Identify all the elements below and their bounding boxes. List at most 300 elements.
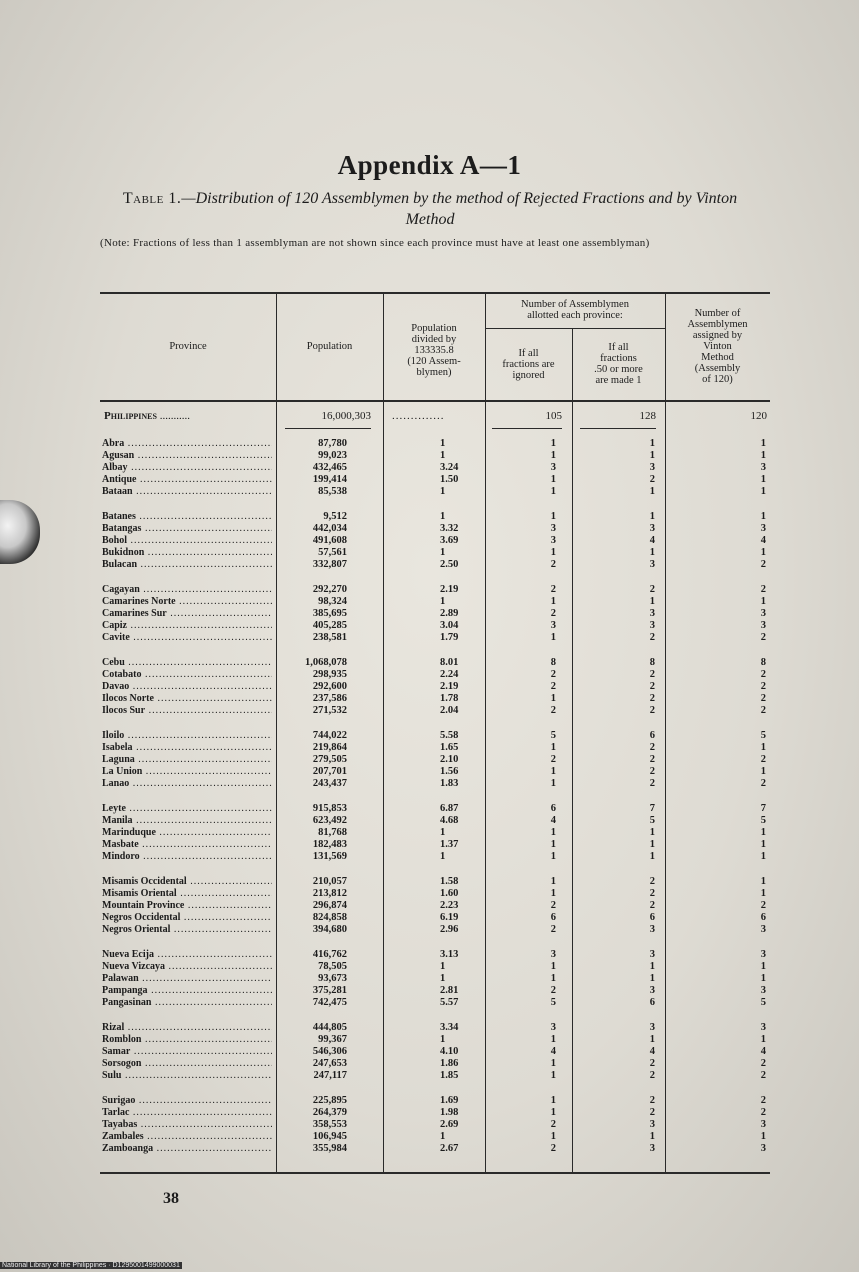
vinton-value: 2: [760, 681, 766, 692]
province-column: [102, 438, 272, 1168]
vinton-value: 4: [760, 535, 766, 546]
vinton-value: 2: [760, 559, 766, 570]
vinton-value: 1: [760, 851, 766, 862]
ignored-value: 2: [550, 754, 556, 765]
vinton-value: 1: [760, 961, 766, 972]
ignored-value: 1: [550, 851, 556, 862]
row-group: [492, 657, 556, 717]
population-value: 1,068,078: [305, 657, 347, 668]
vinton-value: 3: [760, 1022, 766, 1033]
divided-value: 6.87: [440, 803, 459, 814]
row-group: [492, 803, 556, 863]
row-group: [492, 876, 556, 936]
table-note: (Note: Fractions of less than 1 assemblyman are not shown since each province must have at least one assemblyman): [100, 237, 650, 249]
ignored-value: 1: [550, 596, 556, 607]
row-group: [580, 438, 655, 498]
vinton-value: 1: [760, 876, 766, 887]
vinton-value: 1: [760, 1131, 766, 1142]
ignored-value: 1: [550, 632, 556, 643]
made-one-value: 3: [649, 1119, 655, 1130]
population-value: 225,895: [312, 1095, 347, 1106]
divided-value: 1: [440, 827, 446, 838]
divided-value: 3.69: [440, 535, 459, 546]
population-value: 98,324: [318, 596, 347, 607]
made-one-value: 1: [649, 596, 655, 607]
ignored-value: 6: [550, 912, 556, 923]
province-name: Bataan .....: [102, 486, 272, 498]
total-row-population: 16,000,303: [321, 410, 371, 422]
row-group: [102, 511, 272, 571]
province-name: Zamboanga .....: [102, 1143, 272, 1155]
made-one-value: 2: [649, 632, 655, 643]
province-name: Romblon .....: [102, 1034, 272, 1046]
population-value: 85,538: [318, 486, 347, 497]
province-name: Nueva Ecija .....: [102, 949, 272, 961]
population-value: 442,034: [312, 523, 347, 534]
row-group: [285, 803, 347, 863]
divided-value: 6.19: [440, 912, 459, 923]
ignored-column: [492, 438, 556, 1168]
row-group: [675, 511, 766, 571]
divided-value: 1.83: [440, 778, 459, 789]
row-group: [580, 1022, 655, 1082]
province-name: Agusan .....: [102, 450, 272, 462]
population-value: 9,512: [323, 511, 347, 522]
row-group: [492, 438, 556, 498]
population-value: 93,673: [318, 973, 347, 984]
divided-value: 2.81: [440, 985, 459, 996]
row-group: [580, 584, 655, 644]
row-group: [285, 876, 347, 936]
province-name: Leyte .....: [102, 803, 272, 815]
made-one-value: 1: [649, 827, 655, 838]
row-group: [675, 657, 766, 717]
made-one-value: 1: [649, 486, 655, 497]
divided-value: 2.67: [440, 1143, 459, 1154]
divided-value: 3.32: [440, 523, 459, 534]
divided-value: 1.60: [440, 888, 459, 899]
made-one-value: 2: [649, 900, 655, 911]
divided-value: 2.19: [440, 681, 459, 692]
province-name: Pampanga .....: [102, 985, 272, 997]
row-group: [440, 584, 480, 644]
population-value: 99,367: [318, 1034, 347, 1045]
vinton-value: 2: [760, 900, 766, 911]
made-one-value: 1: [649, 547, 655, 558]
vinton-value: 1: [760, 486, 766, 497]
population-value: 432,465: [312, 462, 347, 473]
ignored-value: 2: [550, 608, 556, 619]
ignored-value: 1: [550, 511, 556, 522]
province-name: La Union .....: [102, 766, 272, 778]
page-number: 38: [163, 1190, 179, 1207]
row-group: [285, 438, 347, 498]
population-value: 385,695: [312, 608, 347, 619]
province-name: Misamis Oriental .....: [102, 888, 272, 900]
vinton-value: 2: [760, 693, 766, 704]
population-value: 57,561: [318, 547, 347, 558]
archive-footer: National Library of the Philippines · D1295001499000031: [2, 1262, 180, 1269]
row-group: [440, 803, 480, 863]
made-one-value: 1: [649, 851, 655, 862]
made-one-value: 3: [649, 924, 655, 935]
vinton-value: 3: [760, 523, 766, 534]
divided-value: 1.56: [440, 766, 459, 777]
ignored-value: 6: [550, 803, 556, 814]
made-one-value: 2: [649, 1095, 655, 1106]
table-title: —Distribution of 120 Assemblymen by the method of Rejected Fractions and by Vinton Method: [181, 190, 738, 228]
row-group: [440, 511, 480, 571]
made-one-value: 3: [649, 608, 655, 619]
province-name: Camarines Sur .....: [102, 608, 272, 620]
province-name: Bohol .....: [102, 535, 272, 547]
province-name: Tarlac .....: [102, 1107, 272, 1119]
population-value: 292,600: [312, 681, 347, 692]
row-group: [580, 657, 655, 717]
province-name: Lanao .....: [102, 778, 272, 790]
vinton-value: 5: [760, 815, 766, 826]
ignored-value: 3: [550, 620, 556, 631]
province-name: Ilocos Sur .....: [102, 705, 272, 717]
made-one-column: [580, 438, 655, 1168]
row-group: [285, 1095, 347, 1155]
ignored-value: 3: [550, 1022, 556, 1033]
ignored-value: 8: [550, 657, 556, 668]
row-group: [492, 584, 556, 644]
province-name: Mindoro .....: [102, 851, 272, 863]
vinton-value: 1: [760, 1034, 766, 1045]
divided-value: 1: [440, 596, 446, 607]
vinton-value: 1: [760, 973, 766, 984]
vinton-value: 3: [760, 462, 766, 473]
vinton-value: 3: [760, 985, 766, 996]
province-name: Antique .....: [102, 474, 272, 486]
made-one-value: 6: [649, 997, 655, 1008]
row-group: [285, 584, 347, 644]
ignored-value: 1: [550, 961, 556, 972]
vinton-value: 2: [760, 669, 766, 680]
made-one-value: 2: [649, 742, 655, 753]
province-name: Bulacan .....: [102, 559, 272, 571]
paper-clip: [0, 500, 40, 564]
province-name: Surigao .....: [102, 1095, 272, 1107]
ignored-value: 2: [550, 900, 556, 911]
row-group: [285, 949, 347, 1009]
divided-value: 1: [440, 450, 446, 461]
header-population-divided: Population divided by 133335.8 (120 Assem- blymen): [407, 322, 461, 378]
vinton-value: 3: [760, 949, 766, 960]
vinton-value: 4: [760, 1046, 766, 1057]
province-name: Samar .....: [102, 1046, 272, 1058]
made-one-value: 2: [649, 1107, 655, 1118]
divided-value: 1: [440, 438, 446, 449]
row-group: [102, 876, 272, 936]
ignored-value: 2: [550, 681, 556, 692]
made-one-value: 3: [649, 949, 655, 960]
made-one-value: 1: [649, 839, 655, 850]
ignored-value: 2: [550, 924, 556, 935]
ignored-value: 1: [550, 1034, 556, 1045]
province-name: Iloilo .....: [102, 730, 272, 742]
made-one-value: 3: [649, 985, 655, 996]
vinton-column: [675, 438, 766, 1168]
population-value: 744,022: [312, 730, 347, 741]
population-value: 247,653: [312, 1058, 347, 1069]
province-name: Tayabas .....: [102, 1119, 272, 1131]
made-one-value: 3: [649, 523, 655, 534]
ignored-value: 1: [550, 474, 556, 485]
divided-value: 1: [440, 511, 446, 522]
ignored-value: 4: [550, 1046, 556, 1057]
population-value: 915,853: [312, 803, 347, 814]
population-value: 358,553: [312, 1119, 347, 1130]
made-one-value: 2: [649, 876, 655, 887]
divided-value: 2.23: [440, 900, 459, 911]
divided-value: 1.58: [440, 876, 459, 887]
divided-value: 2.69: [440, 1119, 459, 1130]
row-group: [492, 730, 556, 790]
divided-value: 3.04: [440, 620, 459, 631]
table-label: Table 1.: [122, 190, 182, 207]
made-one-value: 6: [649, 730, 655, 741]
province-name: Albay .....: [102, 462, 272, 474]
population-value: 405,285: [312, 620, 347, 631]
total-row-made-one: 128: [639, 410, 656, 422]
ignored-value: 1: [550, 693, 556, 704]
row-group: [285, 730, 347, 790]
population-value: 623,492: [312, 815, 347, 826]
divided-value: 2.96: [440, 924, 459, 935]
vinton-value: 1: [760, 766, 766, 777]
made-one-value: 4: [649, 1046, 655, 1057]
ignored-value: 2: [550, 559, 556, 570]
population-value: 444,805: [312, 1022, 347, 1033]
divided-value: 1: [440, 486, 446, 497]
row-group: [440, 949, 480, 1009]
vinton-value: 3: [760, 608, 766, 619]
made-one-value: 6: [649, 912, 655, 923]
made-one-value: 3: [649, 462, 655, 473]
vinton-value: 3: [760, 924, 766, 935]
ignored-value: 3: [550, 523, 556, 534]
vinton-value: 8: [760, 657, 766, 668]
row-group: [675, 438, 766, 498]
divided-value: 1: [440, 851, 446, 862]
province-name: Abra .....: [102, 438, 272, 450]
total-row-divided: ..............: [392, 410, 445, 422]
distribution-table: [100, 292, 770, 1174]
row-group: [440, 730, 480, 790]
population-value: 416,762: [312, 949, 347, 960]
ignored-value: 1: [550, 450, 556, 461]
ignored-value: 3: [550, 462, 556, 473]
population-value: 546,306: [312, 1046, 347, 1057]
row-group: [102, 803, 272, 863]
header-province: Province: [169, 340, 207, 352]
province-name: Sorsogon .....: [102, 1058, 272, 1070]
ignored-value: 2: [550, 985, 556, 996]
vinton-value: 1: [760, 450, 766, 461]
made-one-value: 1: [649, 973, 655, 984]
ignored-value: 1: [550, 766, 556, 777]
divided-value: 2.24: [440, 669, 459, 680]
vinton-value: 5: [760, 730, 766, 741]
population-column: [285, 438, 347, 1168]
divided-value: 1: [440, 973, 446, 984]
vinton-value: 1: [760, 438, 766, 449]
divided-value: 1.69: [440, 1095, 459, 1106]
row-group: [285, 1022, 347, 1082]
province-name: Rizal .....: [102, 1022, 272, 1034]
row-group: [580, 949, 655, 1009]
ignored-value: 5: [550, 997, 556, 1008]
ignored-value: 1: [550, 486, 556, 497]
made-one-value: 1: [649, 450, 655, 461]
population-value: 131,569: [312, 851, 347, 862]
made-one-value: 1: [649, 438, 655, 449]
vinton-value: 2: [760, 584, 766, 595]
appendix-heading: Appendix A—1: [337, 150, 522, 180]
row-group: [492, 1095, 556, 1155]
made-one-value: 5: [649, 815, 655, 826]
vinton-value: 5: [760, 997, 766, 1008]
made-one-value: 1: [649, 511, 655, 522]
ignored-value: 5: [550, 730, 556, 741]
province-name: Cotabato .....: [102, 669, 272, 681]
divided-value: 3.34: [440, 1022, 459, 1033]
vinton-value: 1: [760, 839, 766, 850]
divided-value: 2.89: [440, 608, 459, 619]
ignored-value: 1: [550, 438, 556, 449]
total-row-name: Philippines ...........: [104, 410, 190, 422]
divided-value: 3.13: [440, 949, 459, 960]
row-group: [675, 949, 766, 1009]
header-fractions-ignored: If all fractions are ignored: [502, 347, 555, 381]
divided-value: 2.10: [440, 754, 459, 765]
divided-value: 1.50: [440, 474, 459, 485]
divided-value: 1: [440, 1131, 446, 1142]
made-one-value: 7: [649, 803, 655, 814]
ignored-value: 1: [550, 888, 556, 899]
divided-value: 1: [440, 961, 446, 972]
made-one-value: 3: [649, 1022, 655, 1033]
population-value: 394,680: [312, 924, 347, 935]
divided-value: 4.10: [440, 1046, 459, 1057]
ignored-value: 2: [550, 705, 556, 716]
row-group: [675, 1095, 766, 1155]
divided-value: 1.86: [440, 1058, 459, 1069]
province-name: Davao .....: [102, 681, 272, 693]
row-group: [675, 803, 766, 863]
province-name: Sulu .....: [102, 1070, 272, 1082]
header-population: Population: [306, 340, 353, 352]
population-value: 247,117: [313, 1070, 347, 1081]
row-group: [102, 584, 272, 644]
population-value: 491,608: [312, 535, 347, 546]
population-value: 355,984: [312, 1143, 347, 1154]
ignored-value: 1: [550, 1107, 556, 1118]
province-name: Cagayan .....: [102, 584, 272, 596]
header-allotted-group: Number of Assemblymen allotted each province:: [521, 299, 629, 321]
vinton-value: 1: [760, 474, 766, 485]
vinton-value: 3: [760, 620, 766, 631]
vinton-value: 3: [760, 1119, 766, 1130]
population-value: 271,532: [312, 705, 347, 716]
province-name: Masbate .....: [102, 839, 272, 851]
row-group: [580, 803, 655, 863]
ignored-value: 3: [550, 535, 556, 546]
population-value: 106,945: [312, 1131, 347, 1142]
population-value: 824,858: [312, 912, 347, 923]
province-name: Laguna .....: [102, 754, 272, 766]
province-name: Camarines Norte .....: [102, 596, 272, 608]
made-one-value: 2: [649, 888, 655, 899]
vinton-value: 6: [760, 912, 766, 923]
row-group: [675, 876, 766, 936]
divided-value: 1.79: [440, 632, 459, 643]
divided-value: 8.01: [440, 657, 459, 668]
province-name: Manila .....: [102, 815, 272, 827]
vinton-value: 1: [760, 827, 766, 838]
row-group: [285, 511, 347, 571]
made-one-value: 2: [649, 474, 655, 485]
row-group: [102, 730, 272, 790]
ignored-value: 3: [550, 949, 556, 960]
divided-value: 1.98: [440, 1107, 459, 1118]
header-fractions-made-one: If all fractions .50 or more are made 1: [594, 342, 643, 386]
total-row-ignored: 105: [545, 410, 562, 422]
population-value: 213,812: [312, 888, 347, 899]
made-one-value: 3: [649, 620, 655, 631]
population-value: 78,505: [318, 961, 347, 972]
divided-value: 2.50: [440, 559, 459, 570]
ignored-value: 1: [550, 827, 556, 838]
population-value: 238,581: [312, 632, 347, 643]
population-value: 375,281: [312, 985, 347, 996]
vinton-value: 1: [760, 596, 766, 607]
ignored-value: 1: [550, 839, 556, 850]
row-group: [440, 438, 480, 498]
population-value: 199,414: [312, 474, 347, 485]
row-group: [492, 1022, 556, 1082]
vinton-value: 2: [760, 1107, 766, 1118]
population-value: 298,935: [312, 669, 347, 680]
row-group: [675, 730, 766, 790]
ignored-value: 1: [550, 1095, 556, 1106]
province-name: Isabela .....: [102, 742, 272, 754]
vinton-value: 2: [760, 754, 766, 765]
made-one-value: 2: [649, 1058, 655, 1069]
vinton-value: 1: [760, 547, 766, 558]
province-name: Palawan .....: [102, 973, 272, 985]
total-row-vinton: 120: [750, 410, 767, 422]
header-vinton-method: Number of Assemblymen assigned by Vinton Method (Assembly of 120): [687, 307, 748, 385]
made-one-value: 1: [649, 1034, 655, 1045]
row-group: [675, 1022, 766, 1082]
population-value: 279,505: [312, 754, 347, 765]
population-value: 210,057: [312, 876, 347, 887]
vinton-value: 1: [760, 511, 766, 522]
population-value: 87,780: [318, 438, 347, 449]
made-one-value: 2: [649, 681, 655, 692]
population-value: 219,864: [312, 742, 347, 753]
province-name: Marinduque .....: [102, 827, 272, 839]
vinton-value: 1: [760, 888, 766, 899]
ignored-value: 1: [550, 876, 556, 887]
made-one-value: 2: [649, 1070, 655, 1081]
vinton-value: 7: [760, 803, 766, 814]
made-one-value: 3: [649, 1143, 655, 1154]
